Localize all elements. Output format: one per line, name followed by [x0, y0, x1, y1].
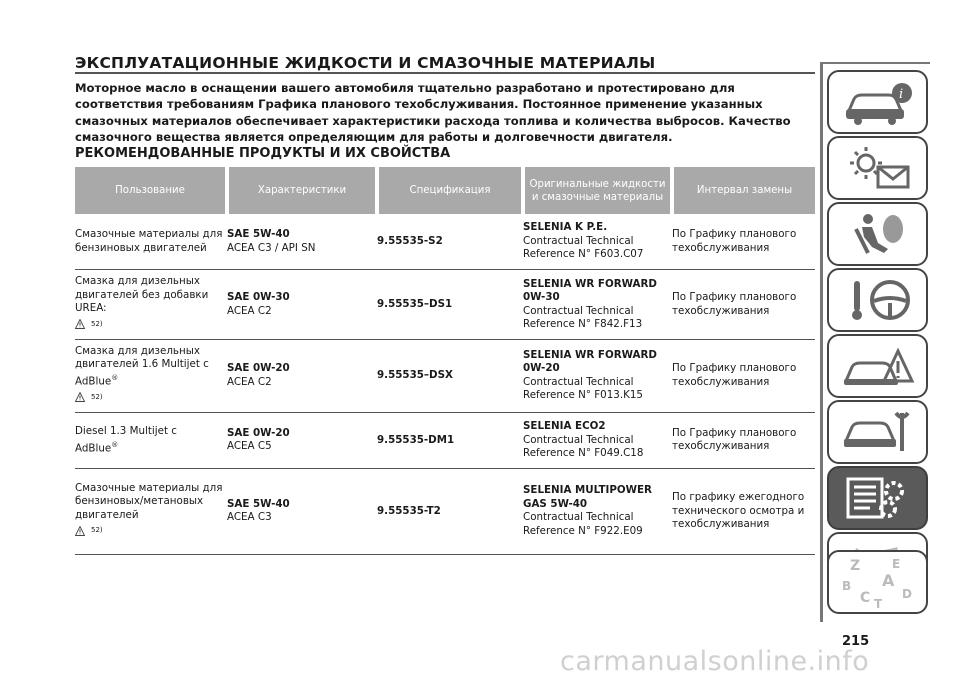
specification-cell — [377, 340, 523, 413]
tab-technical-data[interactable] — [827, 466, 928, 530]
registered-mark: ® — [111, 373, 119, 382]
interval-text: По Графику планового техобслуживания — [672, 362, 797, 388]
page-title: ЭКСПЛУАТАЦИОННЫЕ ЖИДКОСТИ И СМАЗОЧНЫЕ МАТЕРИАЛЫ — [75, 54, 656, 72]
interval-text: По Графику планового техобслуживания — [672, 291, 797, 317]
original-fluid-cell — [523, 270, 672, 340]
spec-code: 9.55535–DS1 — [377, 297, 453, 310]
car-accident-icon — [838, 341, 918, 391]
acea-class: ACEA C3 / API SN — [227, 241, 316, 254]
characteristics-cell — [227, 468, 377, 554]
specification-cell — [377, 468, 523, 554]
title-underline — [75, 72, 815, 74]
sae-grade: SAE 0W-30 — [227, 291, 290, 304]
table-row — [75, 270, 815, 340]
lubricants-table — [75, 167, 815, 555]
sae-grade: SAE 0W-20 — [227, 426, 290, 439]
interval-cell — [672, 214, 815, 270]
index-letter: E — [891, 557, 900, 571]
usage-text: Смазочные материалы для бензиновых/метановых двигателей — [75, 482, 223, 521]
product-name: SELENIA MULTIPOWER GAS 5W-40 — [523, 484, 652, 510]
index-letter: Z — [849, 558, 860, 574]
technical-reference: Contractual Technical Reference N° F603.C07 — [523, 234, 644, 261]
sae-grade: SAE 5W-40 — [227, 228, 290, 241]
technical-data-icon — [838, 473, 918, 523]
table-row — [75, 340, 815, 413]
index-letter: T — [873, 597, 882, 610]
technical-reference: Contractual Technical Reference N° F922.E09 — [523, 511, 643, 537]
acea-class: ACEA C3 — [227, 511, 272, 524]
interval-text: По графику ежегодного технического осмотра и техобслуживания — [672, 491, 805, 530]
technical-reference: Contractual Technical Reference N° F842.F13 — [523, 304, 643, 330]
original-fluid-cell — [523, 214, 672, 270]
product-name: SELENIA WR FORWARD 0W-30 — [523, 277, 657, 304]
tab-starting-driving[interactable] — [827, 268, 928, 332]
car-info-icon — [838, 77, 918, 127]
tab-maintenance[interactable] — [827, 400, 928, 464]
original-fluid-cell — [523, 468, 672, 554]
header-interval: Интервал замены — [672, 167, 815, 214]
maintenance-tools-icon — [838, 407, 918, 457]
technical-reference: Contractual Technical Reference N° F013.K15 — [523, 375, 643, 402]
spec-code: 9.55535-DM1 — [377, 433, 455, 446]
characteristics-cell — [227, 270, 377, 340]
tab-safety[interactable] — [827, 202, 928, 266]
spec-code: 9.55535-S2 — [377, 234, 443, 247]
specification-cell — [377, 270, 523, 340]
usage-cell — [75, 340, 227, 413]
header-usage: Пользование — [75, 167, 227, 214]
index-letter: D — [901, 587, 912, 601]
alphabetical-index-icon — [838, 554, 918, 610]
acea-class: ACEA C5 — [227, 440, 272, 453]
header-specification: Спецификация — [377, 167, 523, 214]
usage-text: Смазка для дизельных двигателей 1.6 Multijet с AdBlue — [75, 345, 209, 388]
usage-text: Смазка для дизельных двигателей без добавки UREA: — [75, 275, 209, 315]
usage-cell — [75, 214, 227, 270]
technical-reference: Contractual Technical Reference N° F049.C18 — [523, 433, 644, 459]
usage-cell — [75, 468, 227, 554]
svg-text:i: i — [898, 87, 903, 102]
spec-code: 9.55535-T2 — [377, 504, 441, 517]
spec-code: 9.55535–DSX — [377, 369, 453, 382]
specification-cell — [377, 412, 523, 468]
sidebar-rule — [820, 62, 823, 622]
original-fluid-cell — [523, 412, 672, 468]
watermark: carmanualsonline.info — [560, 646, 870, 677]
registered-mark: ® — [111, 440, 119, 449]
warning-icon — [75, 318, 103, 331]
interval-cell — [672, 270, 815, 340]
original-fluid-cell — [523, 340, 672, 413]
warning-icon — [75, 391, 103, 404]
index-letter: C — [859, 590, 870, 606]
tab-index[interactable] — [827, 550, 928, 614]
usage-text: Смазочные материалы для бензиновых двигателей — [75, 228, 223, 254]
characteristics-cell — [227, 412, 377, 468]
acea-class: ACEA C2 — [227, 375, 272, 388]
note-ref: 52) — [91, 526, 103, 535]
interval-text: По Графику планового техобслуживания — [672, 228, 797, 254]
index-letter: B — [841, 579, 851, 593]
sidebar-top-rule — [820, 62, 930, 64]
characteristics-cell — [227, 340, 377, 413]
header-original-fluids: Оригинальные жидкости и смазочные материалы — [523, 167, 672, 214]
product-name: SELENIA WR FORWARD 0W-20 — [523, 349, 657, 375]
table-row — [75, 214, 815, 270]
usage-cell — [75, 270, 227, 340]
safety-airbag-icon — [838, 209, 918, 259]
warning-icon — [75, 524, 103, 537]
usage-cell — [75, 412, 227, 468]
page-number: 215 — [842, 634, 870, 649]
section-subtitle: РЕКОМЕНДОВАННЫЕ ПРОДУКТЫ И ИХ СВОЙСТВА — [75, 146, 451, 161]
interval-cell — [672, 340, 815, 413]
interval-cell — [672, 468, 815, 554]
sae-grade: SAE 0W-20 — [227, 362, 290, 375]
note-ref: 52) — [91, 392, 103, 401]
usage-text: Diesel 1.3 Multijet с AdBlue — [75, 425, 177, 454]
header-characteristics: Характеристики — [227, 167, 377, 214]
table-header-row — [75, 167, 815, 214]
table-row — [75, 412, 815, 468]
tab-emergency[interactable] — [827, 334, 928, 398]
interval-text: По Графику планового техобслуживания — [672, 426, 797, 453]
note-ref: 52) — [91, 319, 103, 328]
steering-wheel-icon — [838, 275, 918, 325]
tab-warning-lights[interactable] — [827, 136, 928, 200]
sae-grade: SAE 5W-40 — [227, 497, 290, 510]
product-name: SELENIA ECO2 — [523, 420, 606, 433]
tab-dashboard-info[interactable] — [827, 70, 928, 134]
acea-class: ACEA C2 — [227, 304, 272, 317]
table-row — [75, 468, 815, 554]
warning-lights-icon — [838, 143, 918, 193]
index-letter: A — [881, 571, 894, 590]
intro-paragraph: Моторное масло в оснащении вашего автомобиля тщательно разработано и протестировано для соответствия требованиям Графика планового техобслуживания. Постоянное применение указанных смазочных материалов обеспечивает характеристики расхода топлива и количества выбросов. Качество смазочного вещества является определяющим для работы и долговечности двигателя. — [75, 81, 791, 144]
interval-cell — [672, 412, 815, 468]
characteristics-cell — [227, 214, 377, 270]
specification-cell — [377, 214, 523, 270]
product-name: SELENIA K P.E. — [523, 221, 608, 234]
